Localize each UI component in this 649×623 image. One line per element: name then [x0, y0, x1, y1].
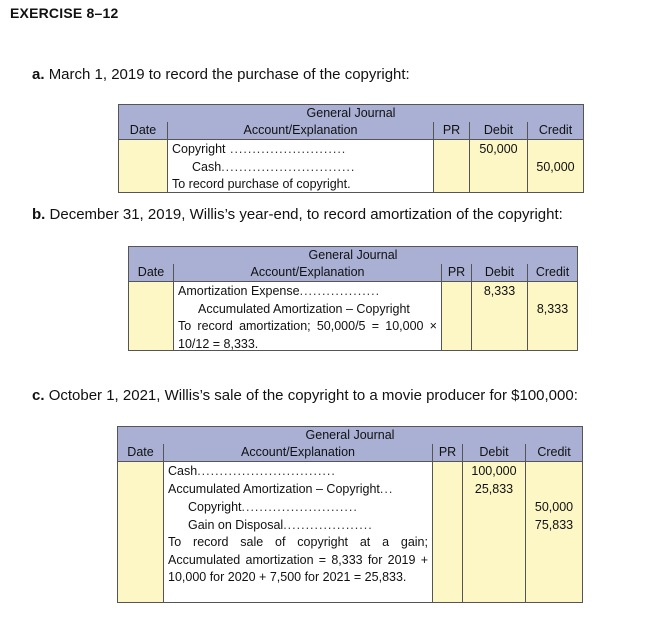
header-pr: PR: [434, 122, 470, 139]
header-debit: Debit: [463, 444, 526, 461]
part-c-letter: c.: [32, 387, 45, 404]
entry-account: Accumulated Amortization – Copyright...: [168, 482, 394, 496]
header-pr: PR: [433, 444, 463, 461]
pr-column: [434, 140, 470, 192]
header-credit: Credit: [538, 123, 573, 137]
part-b-letter: b.: [32, 206, 46, 223]
credit-value: 8,333: [536, 302, 569, 316]
header-credit: Credit: [537, 445, 571, 459]
debit-column: [472, 282, 528, 350]
credit-column: [528, 282, 577, 350]
pr-column: [442, 282, 472, 350]
journal-title: General Journal: [308, 248, 398, 262]
entry-note: To record sale of copyright at a gain; Accumulated amortization = 8,333 for 2019 + 10,000 for 2020 + 7,500 for 2021 = 25,833.: [168, 535, 428, 584]
journal-c: [117, 426, 583, 603]
header-debit: Debit: [470, 122, 528, 139]
header-date: Date: [119, 122, 168, 139]
header-account: Account/Explanation: [174, 264, 442, 281]
debit-value: 8,333: [483, 284, 516, 298]
credit-value: 50,000: [534, 500, 574, 514]
journal-header: [128, 246, 578, 282]
header-date: Date: [118, 444, 164, 461]
entry-account: Gain on Disposal....................: [188, 518, 373, 532]
part-a-letter: a.: [32, 66, 45, 83]
header-date: Date: [129, 264, 174, 281]
credit-value: 50,000: [536, 160, 575, 174]
credit-value: 75,833: [534, 518, 574, 532]
exercise-title: EXERCISE 8–12: [10, 5, 119, 21]
debit-value: 25,833: [474, 482, 514, 496]
journal-title: General Journal: [305, 428, 395, 442]
part-c-text: October 1, 2021, Willis’s sale of the copyright to a movie producer for $100,000:: [48, 387, 578, 404]
part-b-heading: [32, 206, 563, 223]
header-debit: Debit: [472, 264, 528, 281]
part-a-text: March 1, 2019 to record the purchase of the copyright:: [48, 66, 410, 83]
part-b-text: December 31, 2019, Willis’s year-end, to record amortization of the copyright:: [49, 206, 563, 223]
debit-value: 50,000: [479, 142, 518, 156]
header-account: Account/Explanation: [164, 444, 433, 461]
date-column: [129, 282, 174, 350]
account-column: [168, 140, 434, 192]
pr-column: [433, 462, 463, 602]
header-pr: PR: [442, 264, 472, 281]
journal-a: [118, 104, 584, 193]
part-a-heading: [32, 66, 410, 83]
journal-header: [117, 426, 583, 462]
date-column: [119, 140, 168, 192]
entry-account: Cash...............................: [168, 464, 336, 478]
credit-column: [528, 140, 583, 192]
date-column: [118, 462, 164, 602]
journal-header: [118, 104, 584, 140]
entry-account: Amortization Expense..................: [178, 284, 381, 298]
part-c-heading: [32, 387, 578, 404]
entry-account: Copyright ..........................: [172, 142, 347, 156]
journal-b: [128, 246, 578, 351]
debit-column: [463, 462, 526, 602]
header-credit: Credit: [535, 265, 570, 279]
account-column: [164, 462, 433, 602]
journal-title: General Journal: [306, 106, 396, 120]
entry-note: To record purchase of copyright.: [172, 177, 351, 191]
entry-account: Cash..............................: [192, 160, 356, 174]
entry-account: Accumulated Amortization – Copyright: [198, 302, 410, 316]
header-account: Account/Explanation: [168, 122, 434, 139]
credit-column: [526, 462, 582, 602]
entry-note: To record amortization; 50,000/5 = 10,000 × 10/12 = 8,333.: [178, 319, 437, 351]
debit-column: [470, 140, 528, 192]
entry-account: Copyright..........................: [188, 500, 358, 514]
debit-value: 100,000: [471, 464, 517, 478]
account-column: [174, 282, 442, 350]
